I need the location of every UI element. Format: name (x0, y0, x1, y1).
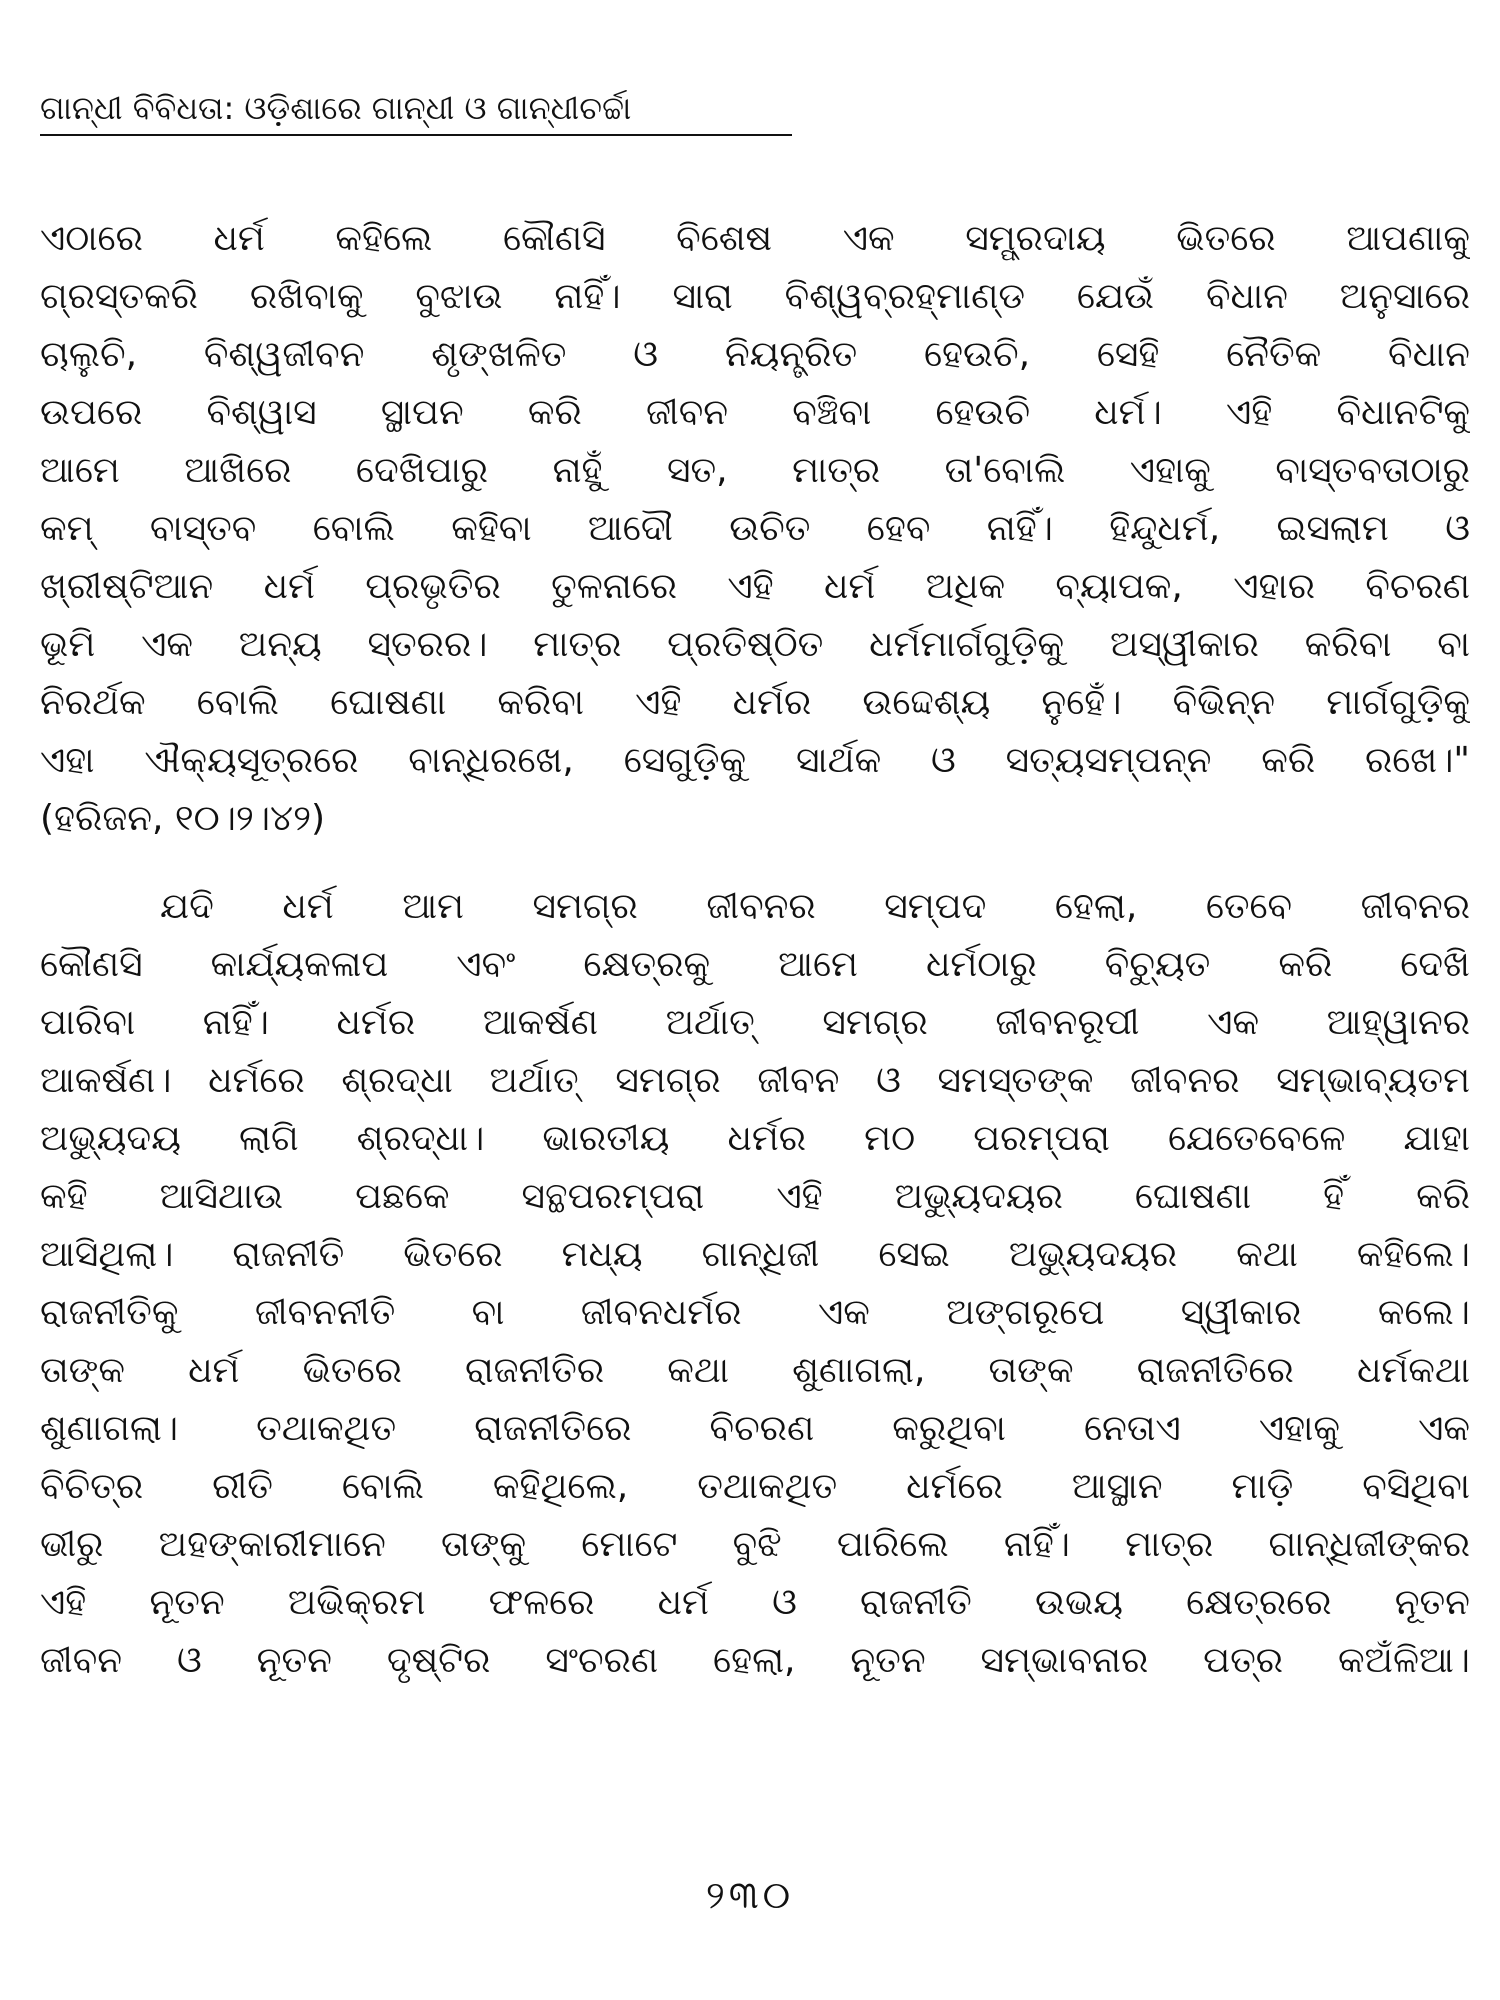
text-line: ଏଠାରେ ଧର୍ମ କହିଲେ କୌଣସି ବିଶେଷ ଏକ ସମ୍ପ୍ରଦାୟ ଭିତରେ ଆପଣାକୁ (40, 218, 1470, 259)
paragraph-main (40, 878, 1470, 1690)
text-line: ଏହା ଐକ୍ୟସୂତ୍ରରେ ବାନ୍ଧିରଖେ, ସେଗୁଡ଼ିକୁ ସାର୍ଥକ ଓ ସତ୍ୟସମ୍ପନ୍ନ କରି ରଖେ।" (40, 740, 1470, 781)
text-line: କହି ଆସିଥାଉ ପଛକେ ସନ୍ଥପରମ୍ପରା ଏହି ଅଭ୍ୟୁଦୟର ଘୋଷଣା ହିଁ କରି (40, 1176, 1470, 1217)
text-line: ଗ୍ରସ୍ତକରି ରଖିବାକୁ ବୁଝାଉ ନାହିଁ। ସାରା ବିଶ୍ୱବ୍ରହ୍ମାଣ୍ଡ ଯେଉଁ ବିଧାନ ଅନୁସାରେ (40, 276, 1470, 317)
text-line: ଉପରେ ବିଶ୍ୱାସ ସ୍ଥାପନ କରି ଜୀବନ ବଞ୍ଚିବା ହେଉଚି ଧର୍ମ। ଏହି ବିଧାନଟିକୁ (40, 392, 1470, 433)
text-line: ଯଦି ଧର୍ମ ଆମ ସମଗ୍ର ଜୀବନର ସମ୍ପଦ ହେଲା, ତେବେ ଜୀବନର (160, 886, 1470, 927)
paragraph-quote-continuation (40, 210, 1470, 848)
text-line: ଶୁଣାଗଲା। ତଥାକଥିତ ରାଜନୀତିରେ ବିଚରଣ କରୁଥିବା ନେତାଏ ଏହାକୁ ଏକ (40, 1408, 1470, 1449)
text-line: କୌଣସି କାର୍ଯ୍ୟକଳାପ ଏବଂ କ୍ଷେତ୍ରକୁ ଆମେ ଧର୍ମଠାରୁ ବିଚ୍ୟୁତ କରି ଦେଖି (40, 944, 1470, 985)
text-line: ନିରର୍ଥକ ବୋଲି ଘୋଷଣା କରିବା ଏହି ଧର୍ମର ଉଦ୍ଦେଶ୍ୟ ନୁହେଁ। ବିଭିନ୍ନ ମାର୍ଗଗୁଡ଼ିକୁ (40, 682, 1470, 723)
text-line: ଆକର୍ଷଣ। ଧର୍ମରେ ଶ୍ରଦ୍ଧା ଅର୍ଥାତ୍ ସମଗ୍ର ଜୀବନ ଓ ସମସ୍ତଙ୍କ ଜୀବନର ସମ୍ଭାବ୍ୟତମ (40, 1060, 1470, 1101)
text-line: କମ୍ ବାସ୍ତବ ବୋଲି କହିବା ଆଦୌ ଉଚିତ ହେବ ନାହିଁ। ହିନ୍ଦୁଧର୍ମ, ଇସଲାମ ଓ (40, 508, 1470, 549)
page-number: ୨୩୦ (705, 1873, 795, 1917)
citation-line: (ହରିଜନ, ୧୦।୨।୪୨) (40, 798, 326, 839)
text-line: ରାଜନୀତିକୁ ଜୀବନନୀତି ବା ଜୀବନଧର୍ମର ଏକ ଅଙ୍ଗରୂପେ ସ୍ୱୀକାର କଲେ। (40, 1292, 1470, 1333)
text-line: ଆସିଥିଲା। ରାଜନୀତି ଭିତରେ ମଧ୍ୟ ଗାନ୍ଧିଜୀ ସେଇ ଅଭ୍ୟୁଦୟର କଥା କହିଲେ। (40, 1234, 1470, 1275)
text-line: ପାରିବା ନାହିଁ। ଧର୍ମର ଆକର୍ଷଣ ଅର୍ଥାତ୍ ସମଗ୍ର ଜୀବନରୂପୀ ଏକ ଆହ୍ୱାନର (40, 1002, 1470, 1043)
running-header: ଗାନ୍ଧୀ ବିବିଧତା: ଓଡ଼ିଶାରେ ଗାନ୍ଧୀ ଓ ଗାନ୍ଧୀଚର୍ଚ୍ଚା (40, 89, 632, 127)
text-line: ଜୀବନ ଓ ନୂତନ ଦୃଷ୍ଟିର ସଂଚରଣ ହେଲା, ନୂତନ ସମ୍ଭାବନାର ପତ୍ର କଅଁଳିଆ। (40, 1640, 1470, 1681)
text-line: ବିଚିତ୍ର ରୀତି ବୋଲି କହିଥିଲେ, ତଥାକଥିତ ଧର୍ମରେ ଆସ୍ଥାନ ମାଡ଼ି ବସିଥିବା (40, 1466, 1470, 1507)
text-line: ଅଭ୍ୟୁଦୟ ଲାଗି ଶ୍ରଦ୍ଧା। ଭାରତୀୟ ଧର୍ମର ମଠ ପରମ୍ପରା ଯେତେବେଳେ ଯାହା (40, 1118, 1470, 1159)
text-line: ଆମେ ଆଖିରେ ଦେଖିପାରୁ ନାହୁଁ ସତ, ମାତ୍ର ତା'ବୋଲି ଏହାକୁ ବାସ୍ତବତାଠାରୁ (40, 450, 1470, 491)
text-line: ଏହି ନୂତନ ଅଭିକ୍ରମ ଫଳରେ ଧର୍ମ ଓ ରାଜନୀତି ଉଭୟ କ୍ଷେତ୍ରରେ ନୂତନ (40, 1582, 1470, 1623)
paragraph-gap (40, 848, 1470, 878)
text-line: ଖ୍ରୀଷ୍ଟିଆନ ଧର୍ମ ପ୍ରଭୃତିର ତୁଳନାରେ ଏହି ଧର୍ମ ଅଧିକ ବ୍ୟାପକ, ଏହାର ବିଚରଣ (40, 566, 1470, 607)
text-line: ଚାଲୁଚି, ବିଶ୍ୱଜୀବନ ଶୃଙ୍ଖଳିତ ଓ ନିୟନ୍ତ୍ରିତ ହେଉଚି, ସେହି ନୈତିକ ବିଧାନ (40, 334, 1470, 375)
body-text (40, 210, 1470, 1690)
text-line: ଭୂମି ଏକ ଅନ୍ୟ ସ୍ତରର। ମାତ୍ର ପ୍ରତିଷ୍ଠିତ ଧର୍ମମାର୍ଗଗୁଡ଼ିକୁ ଅସ୍ୱୀକାର କରିବା ବା (40, 624, 1470, 665)
header-underline (40, 134, 792, 136)
text-line: ତାଙ୍କ ଧର୍ମ ଭିତରେ ରାଜନୀତିର କଥା ଶୁଣାଗଲା, ତାଙ୍କ ରାଜନୀତିରେ ଧର୍ମକଥା (40, 1350, 1470, 1391)
text-line: ଭୀରୁ ଅହଙ୍କାରୀମାନେ ତାଙ୍କୁ ମୋଟେ ବୁଝି ପାରିଲେ ନାହିଁ। ମାତ୍ର ଗାନ୍ଧିଜୀଙ୍କର (40, 1524, 1470, 1565)
